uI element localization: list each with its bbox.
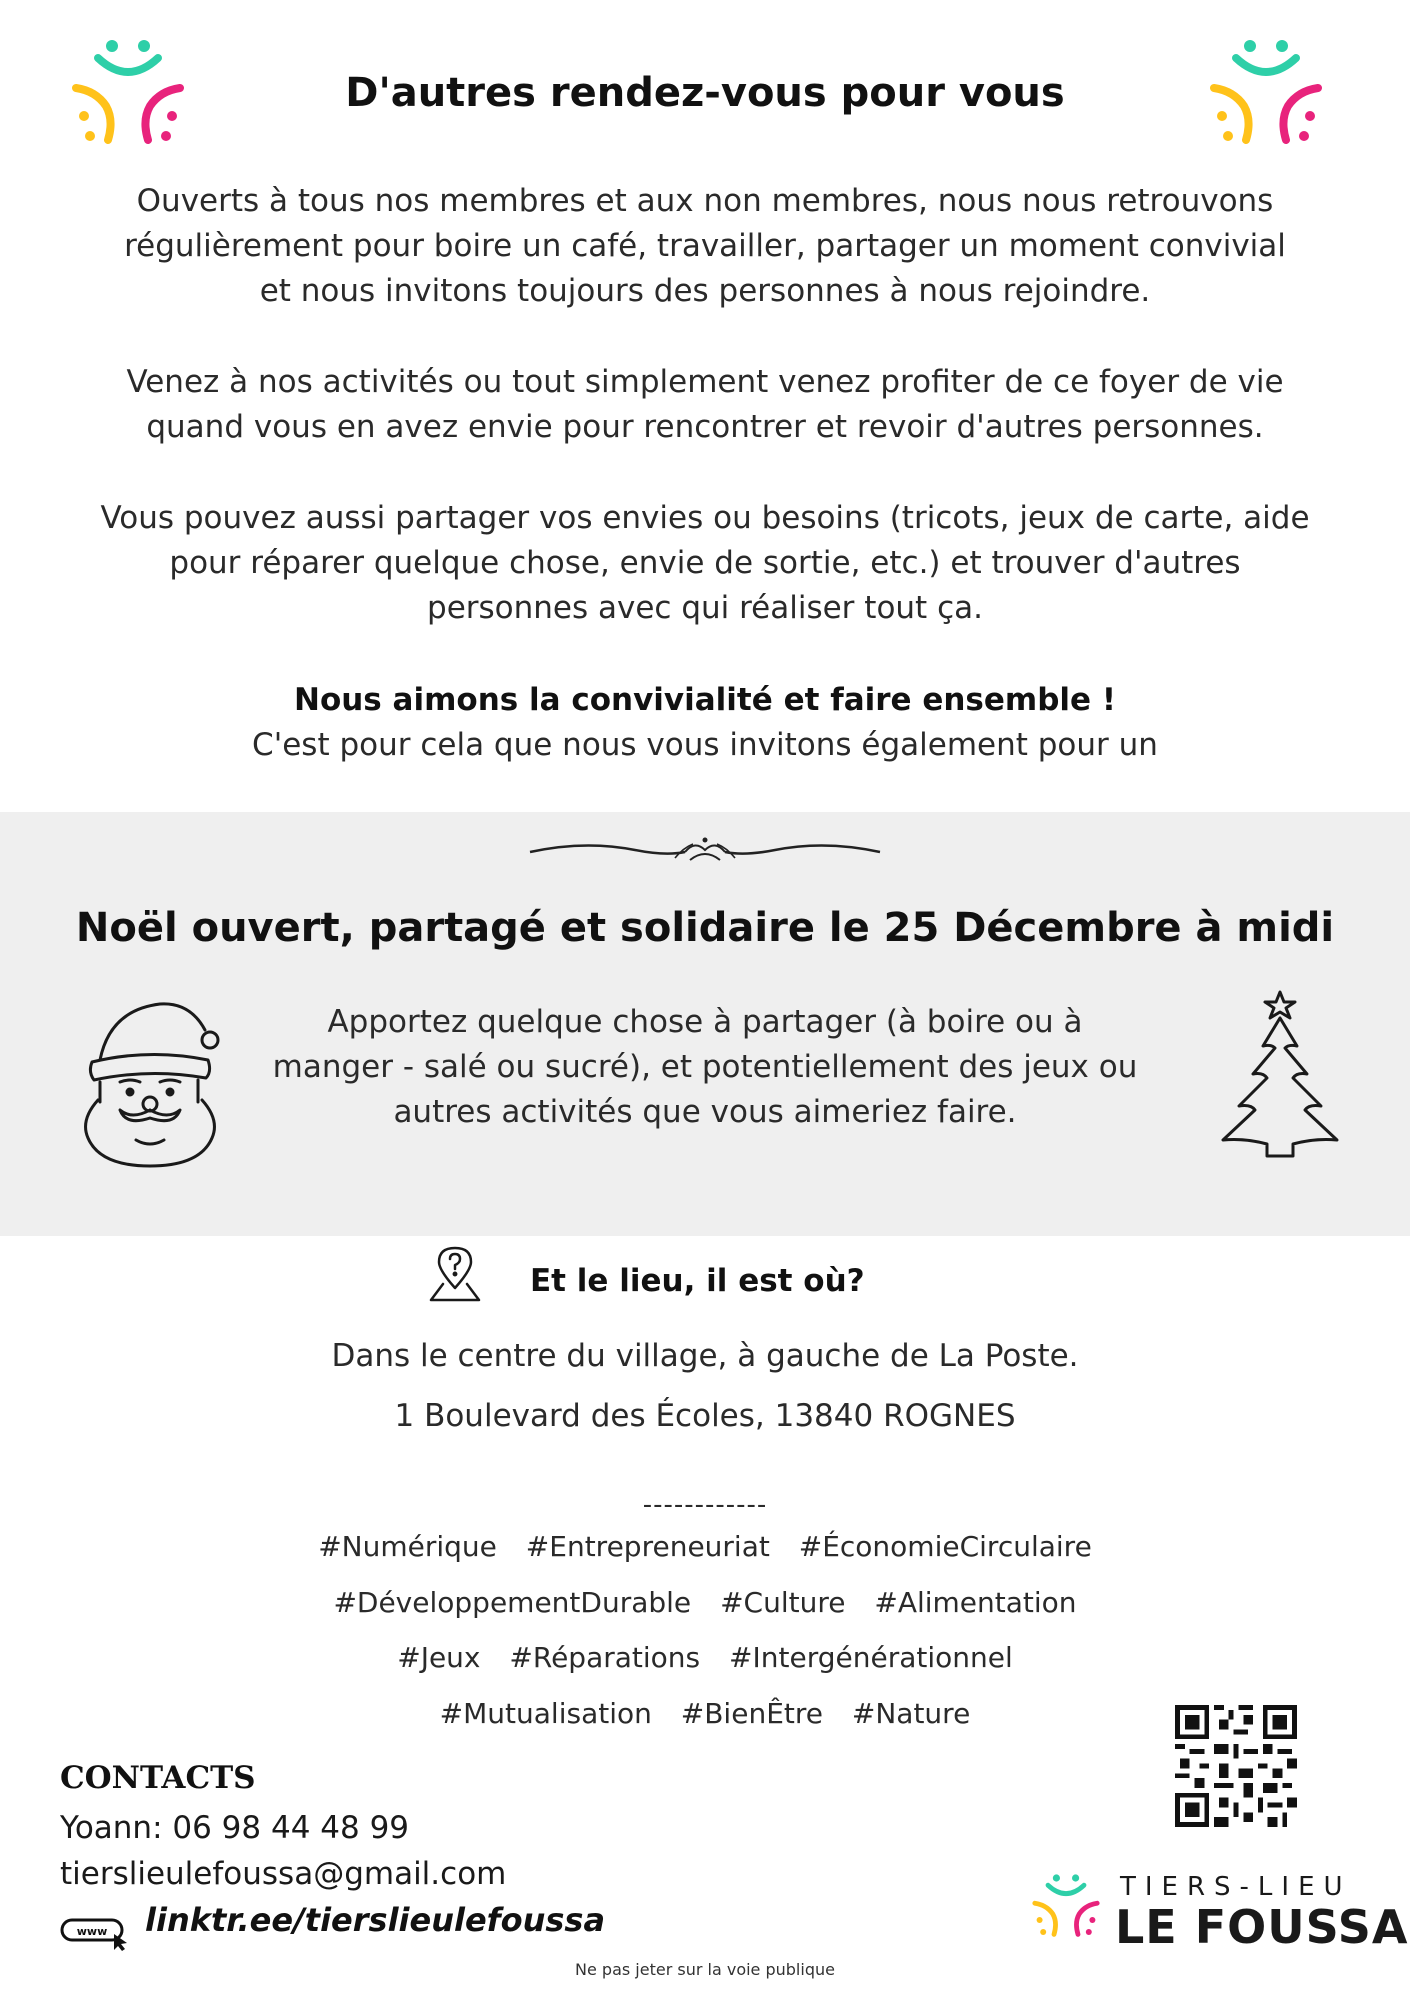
- intro-paragraph-4: [40, 678, 1370, 768]
- text-line: autres activités que vous aimeriez faire.: [393, 1094, 1017, 1130]
- tag: #BienÊtre: [680, 1697, 823, 1730]
- text-line: manger - salé ou sucré), et potentiellement des jeux ou: [272, 1049, 1138, 1085]
- tag: #Culture: [720, 1586, 846, 1619]
- text-line: Ouverts à tous nos membres et aux non membres, nous nous retrouvons: [136, 183, 1274, 219]
- noel-description: [240, 1000, 1170, 1135]
- www-cursor-icon: [60, 1916, 132, 1952]
- contact-phone[interactable]: Yoann: 06 98 44 48 99: [60, 1810, 410, 1846]
- tiers-lieu-logo-right: [1206, 36, 1326, 156]
- separator: ------------: [642, 1490, 768, 1520]
- tags-row: [60, 1586, 1350, 1619]
- tags-row: [60, 1530, 1350, 1563]
- tag: #Mutualisation: [439, 1697, 652, 1730]
- contacts-title: CONTACTS: [60, 1760, 256, 1796]
- text-line: Apportez quelque chose à partager (à boire ou à: [327, 1004, 1083, 1040]
- tag: #ÉconomieCirculaire: [798, 1530, 1092, 1563]
- intro-paragraph-3: [40, 496, 1370, 631]
- tag: #Entrepreneuriat: [525, 1530, 770, 1563]
- tag: #Numérique: [318, 1530, 497, 1563]
- text-line: pour réparer quelque chose, envie de sortie, etc.) et trouver d'autres: [169, 545, 1241, 581]
- text-line: Vous pouvez aussi partager vos envies ou besoins (tricots, jeux de carte, aide: [100, 500, 1310, 536]
- intro-paragraph-2: [40, 360, 1370, 450]
- text-line: personnes avec qui réaliser tout ça.: [427, 590, 983, 626]
- tag: #Alimentation: [874, 1586, 1077, 1619]
- text-line: régulièrement pour boire un café, travailler, partager un moment convivial: [124, 228, 1286, 264]
- lieu-address: 1 Boulevard des Écoles, 13840 ROGNES: [394, 1398, 1016, 1434]
- noel-title: Noël ouvert, partagé et solidaire le 25 Décembre à midi: [75, 905, 1335, 951]
- christmas-tree-icon: [1205, 988, 1355, 1168]
- footer-note: Ne pas jeter sur la voie publique: [575, 1960, 835, 1979]
- santa-icon: [70, 990, 230, 1170]
- text-line: quand vous en avez envie pour rencontrer et revoir d'autres personnes.: [146, 409, 1264, 445]
- qr-code-icon: [1175, 1705, 1297, 1827]
- tags-row: [60, 1641, 1350, 1674]
- tag: #Jeux: [397, 1641, 481, 1674]
- contact-email[interactable]: tierslieulefoussa@gmail.com: [60, 1856, 507, 1892]
- svg-text:www: www: [76, 1925, 108, 1938]
- linktree-link[interactable]: linktr.ee/tierslieulefoussa: [145, 1901, 606, 1939]
- map-pin-question-icon: [425, 1244, 485, 1304]
- text-line: C'est pour cela que nous vous invitons également pour un: [252, 727, 1158, 763]
- bold-line: Nous aimons la convivialité et faire ensemble !: [294, 682, 1116, 718]
- text-line: Venez à nos activités ou tout simplement venez profiter de ce foyer de vie: [126, 364, 1284, 400]
- intro-paragraph-1: [40, 179, 1370, 314]
- brand-tiers-lieu: TIERS-LIEU: [1120, 1872, 1352, 1902]
- brand-le-foussa: LE FOUSSA: [1115, 1900, 1409, 1954]
- tiers-lieu-logo-small: [1030, 1872, 1102, 1944]
- tag: #Intergénérationnel: [729, 1641, 1013, 1674]
- text-line: et nous invitons toujours des personnes à nous rejoindre.: [259, 273, 1151, 309]
- lieu-title: Et le lieu, il est où?: [530, 1263, 865, 1299]
- tag: #Réparations: [509, 1641, 701, 1674]
- tag: #DéveloppementDurable: [333, 1586, 692, 1619]
- tiers-lieu-logo-left: [68, 36, 188, 156]
- tags-row: [60, 1697, 1350, 1730]
- ornament-divider-icon: [525, 830, 885, 870]
- tag: #Nature: [851, 1697, 971, 1730]
- page-title: D'autres rendez-vous pour vous: [345, 70, 1065, 116]
- lieu-line-1: Dans le centre du village, à gauche de La Poste.: [331, 1338, 1079, 1374]
